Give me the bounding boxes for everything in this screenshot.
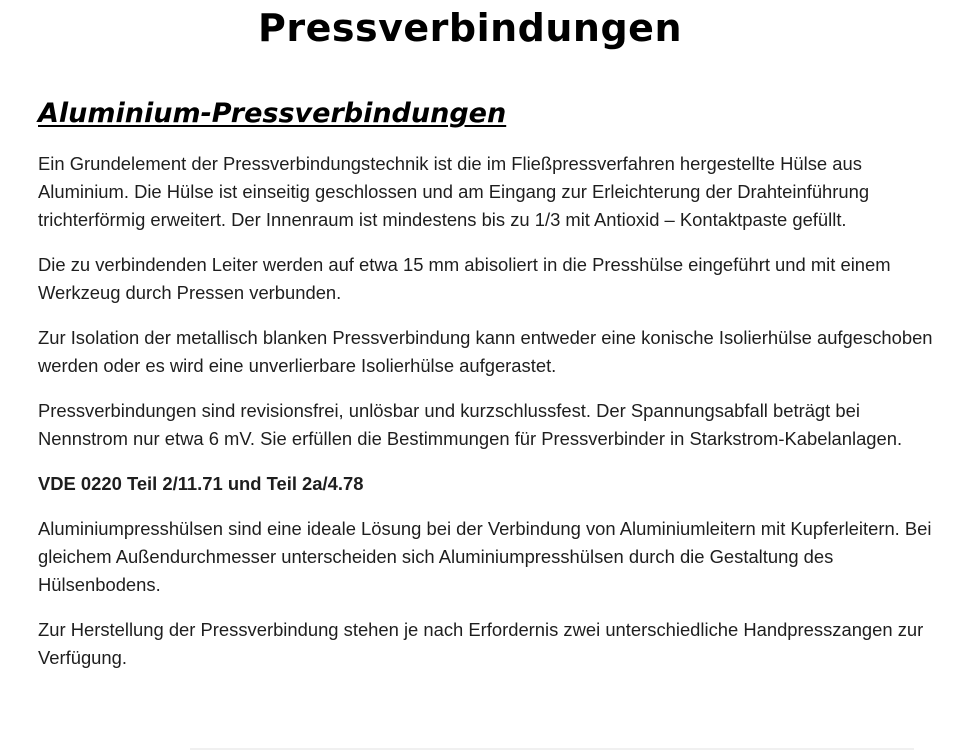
paragraph-stripping: Die zu verbindenden Leiter werden auf etwa 15 mm abisoliert in die Presshülse eingeführt und mit einem Werkzeug durch Pressen verbunden. [38,254,891,303]
document-body [38,150,938,689]
paragraph-properties: Pressverbindungen sind revisionsfrei, unlösbar und kurzschlussfest. Der Spannungsabfall beträgt bei Nennstrom nur etwa 6 mV. Sie erfüllen die Bestimmungen für Pressverbinder in Starkstrom-Kabelanlagen. [38,400,903,449]
paragraph-tools: Zur Herstellung der Pressverbindung stehen je nach Erfordernis zwei unterschiedliche Handpresszangen zur Verfügung. [38,619,924,668]
page-title: Pressverbindungen [258,6,682,50]
standard-reference: VDE 0220 Teil 2/11.71 und Teil 2a/4.78 [38,473,364,494]
paragraph-sleeve-description: Ein Grundelement der Pressverbindungstechnik ist die im Fließpressverfahren hergestellte Hülse aus Aluminium. Die Hülse ist einseitig geschlossen und am Eingang zur Erleichterung der Drahteinführung trichterförmig erweitert. Der Innenraum ist mindestens bis zu 1/3 mit Antioxid – Kontaktpaste gefüllt. [38,153,870,230]
section-heading: Aluminium-Pressverbindungen [38,98,507,129]
paragraph-insulation: Zur Isolation der metallisch blanken Pressverbindung kann entweder eine konische Isolierhülse aufgeschoben werden oder es wird eine unverlierbare Isolierhülse aufgerastet. [38,327,933,376]
paragraph-aluminium-copper: Aluminiumpresshülsen sind eine ideale Lösung bei der Verbindung von Aluminiumleitern mit Kupferleitern. Bei gleichem Außendurchmesser unterscheiden sich Aluminiumpresshülsen durch die Gestaltung des Hülsenbodens. [38,518,932,595]
